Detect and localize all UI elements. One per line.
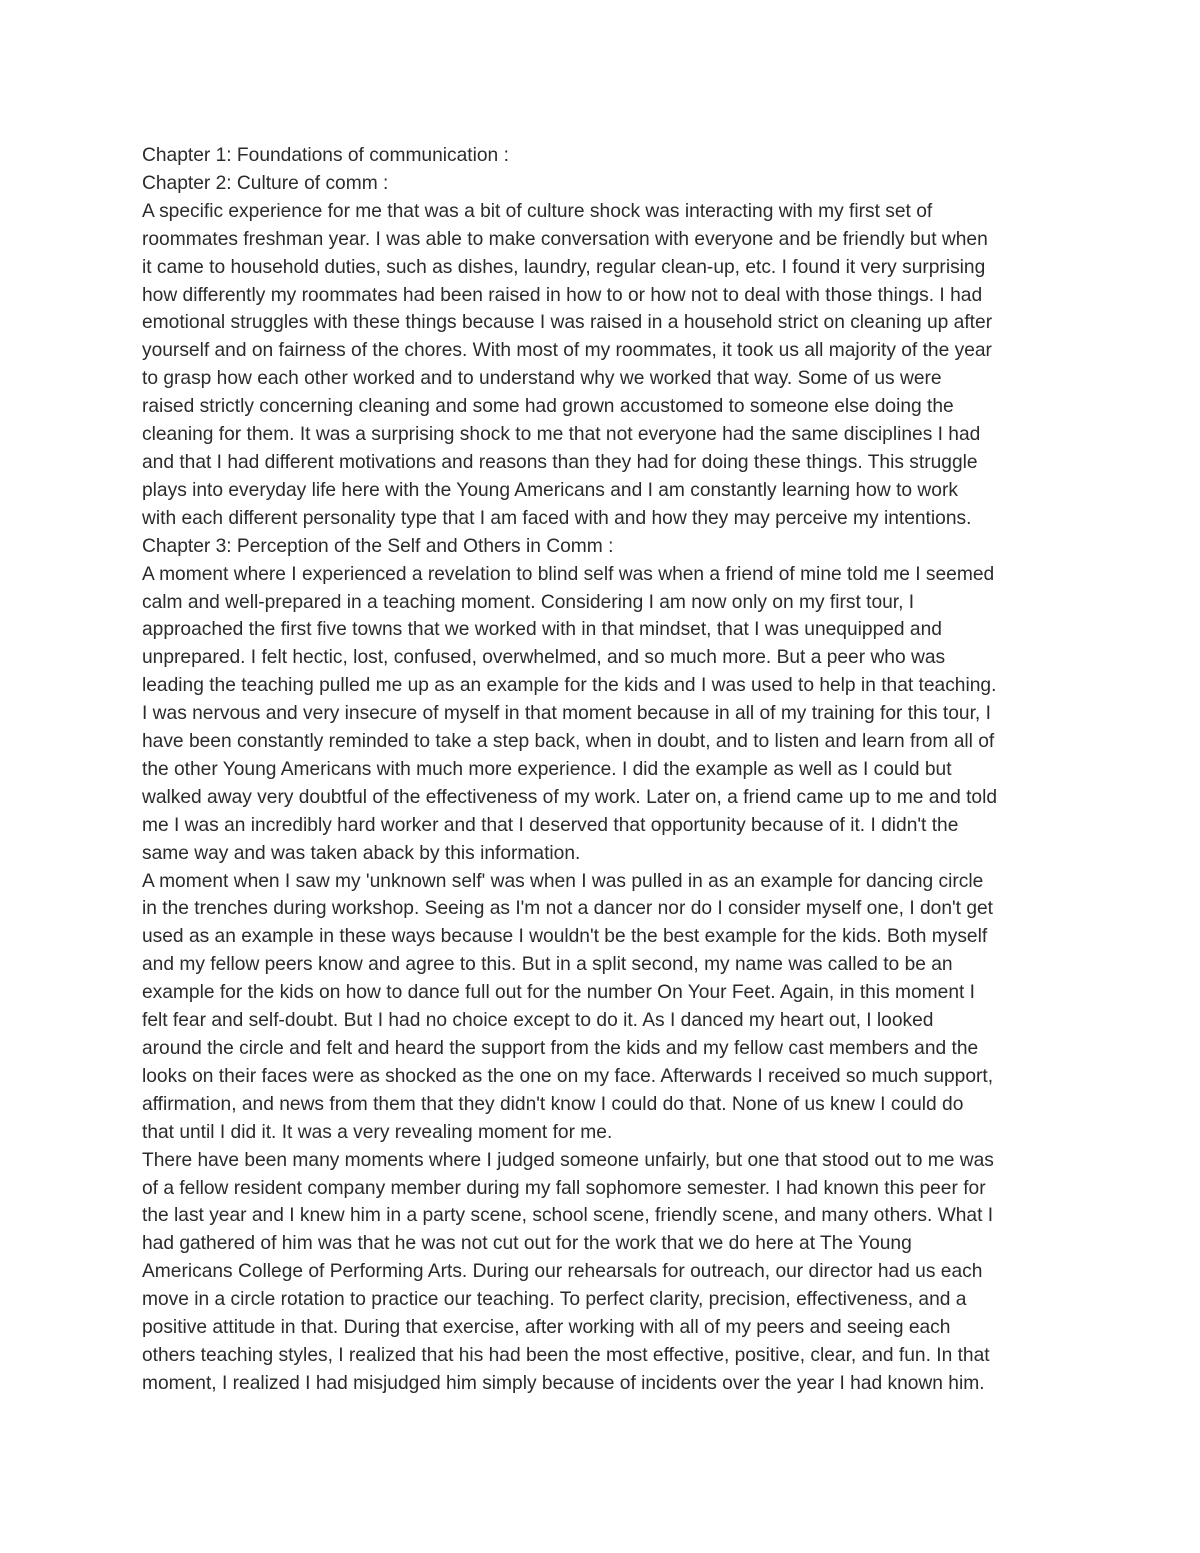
text-line: with each different personality type that I am faced with and how they may perceive my intentions. [142,507,972,529]
text-line: others teaching styles, I realized that his had been the most effective, positive, clear, and fun. In that [142,1344,990,1366]
text-line: around the circle and felt and heard the support from the kids and my fellow cast members and the [142,1038,979,1059]
text-line: moment, I realized I had misjudged him simply because of incidents over the year I had known him. [142,1372,985,1394]
text-line: yourself and on fairness of the chores. With most of my roommates, it took us all majority of the year [142,340,992,362]
document-page [142,142,1062,1398]
heading-line: Chapter 1: Foundations of communication : [142,145,509,166]
heading-line: Chapter 3: Perception of the Self and Others in Comm : [142,535,614,557]
text-line: felt fear and self-doubt. But I had no choice except to do it. As I danced my heart out, I looked [142,1010,934,1032]
chapter-1-heading [142,142,1062,170]
text-line: emotional struggles with these things because I was raised in a household strict on cleaning up after [142,312,993,334]
heading-line: Chapter 2: Culture of comm : [142,172,389,194]
text-line: leading the teaching pulled me up as an example for the kids and I was used to help in that teaching. [142,675,997,697]
chapter-3-paragraph-1 [142,561,1062,868]
chapter-3-paragraph-2 [142,868,1062,1147]
text-line: looks on their faces were as shocked as the one on my face. Afterwards I received so much support, [142,1065,994,1087]
text-line: I was nervous and very insecure of myself in that moment because in all of my training for this tour, I [142,703,991,725]
text-line: and that I had different motivations and reasons than they had for doing these things. This struggle [142,451,978,473]
text-line: that until I did it. It was a very revealing moment for me. [142,1121,613,1143]
text-line: affirmation, and news from them that they didn't know I could do that. None of us knew I could do [142,1093,964,1115]
text-line: to grasp how each other worked and to understand why we worked that way. Some of us were [142,368,942,390]
text-line: have been constantly reminded to take a step back, when in doubt, and to listen and learn from all of [142,731,995,753]
text-line: it came to household duties, such as dishes, laundry, regular clean-up, etc. I found it very surprising [142,256,986,278]
text-line: A moment where I experienced a revelation to blind self was when a friend of mine told me I seemed [142,563,995,585]
text-line: Americans College of Performing Arts. During our rehearsals for outreach, our director had us each [142,1261,983,1283]
text-line: raised strictly concerning cleaning and some had grown accustomed to someone else doing the [142,396,954,418]
text-line: the other Young Americans with much more experience. I did the example as well as I could but [142,758,952,780]
text-line: and my fellow peers know and agree to this. But in a split second, my name was called to be an [142,954,953,976]
text-line: A moment when I saw my 'unknown self' was when I was pulled in as an example for dancing circle [142,870,984,892]
text-line: example for the kids on how to dance full out for the number On Your Feet. Again, in this moment I [142,982,975,1004]
text-line: how differently my roommates had been raised in how to or how not to deal with those things. I had [142,284,983,306]
text-line: A specific experience for me that was a bit of culture shock was interacting with my first set of [142,200,933,222]
text-line: walked away very doubtful of the effectiveness of my work. Later on, a friend came up to me and told [142,786,998,808]
text-line: the last year and I knew him in a party scene, school scene, friendly scene, and many others. What I [142,1205,994,1227]
text-line: roommates freshman year. I was able to make conversation with everyone and be friendly but when [142,228,988,250]
chapter-3-heading [142,533,1062,561]
text-line: plays into everyday life here with the Young Americans and I am constantly learning how to work [142,479,958,501]
text-line: cleaning for them. It was a surprising shock to me that not everyone had the same disciplines I had [142,424,981,446]
text-line: There have been many moments where I judged someone unfairly, but one that stood out to me was [142,1149,994,1171]
text-line: had gathered of him was that he was not cut out for the work that we do here at The Young [142,1233,912,1255]
text-line: of a fellow resident company member during my fall sophomore semester. I had known this peer for [142,1177,986,1199]
text-line: me I was an incredibly hard worker and that I deserved that opportunity because of it. I didn't the [142,814,959,836]
text-line: calm and well-prepared in a teaching moment. Considering I am now only on my first tour, I [142,591,915,613]
text-line: in the trenches during workshop. Seeing as I'm not a dancer nor do I consider myself one, I don't get [142,898,993,920]
chapter-2-heading [142,170,1062,198]
text-line: positive attitude in that. During that exercise, after working with all of my peers and seeing each [142,1317,951,1339]
text-line: approached the first five towns that we worked with in that mindset, that I was unequipped and [142,619,942,641]
text-line: same way and was taken aback by this information. [142,842,581,864]
text-line: used as an example in these ways because I wouldn't be the best example for the kids. Both myself [142,926,988,948]
text-line: unprepared. I felt hectic, lost, confused, overwhelmed, and so much more. But a peer who was [142,647,946,669]
chapter-3-paragraph-3 [142,1147,1062,1398]
text-line: move in a circle rotation to practice our teaching. To perfect clarity, precision, effectiveness, and a [142,1289,967,1311]
chapter-2-paragraph-1 [142,198,1062,533]
